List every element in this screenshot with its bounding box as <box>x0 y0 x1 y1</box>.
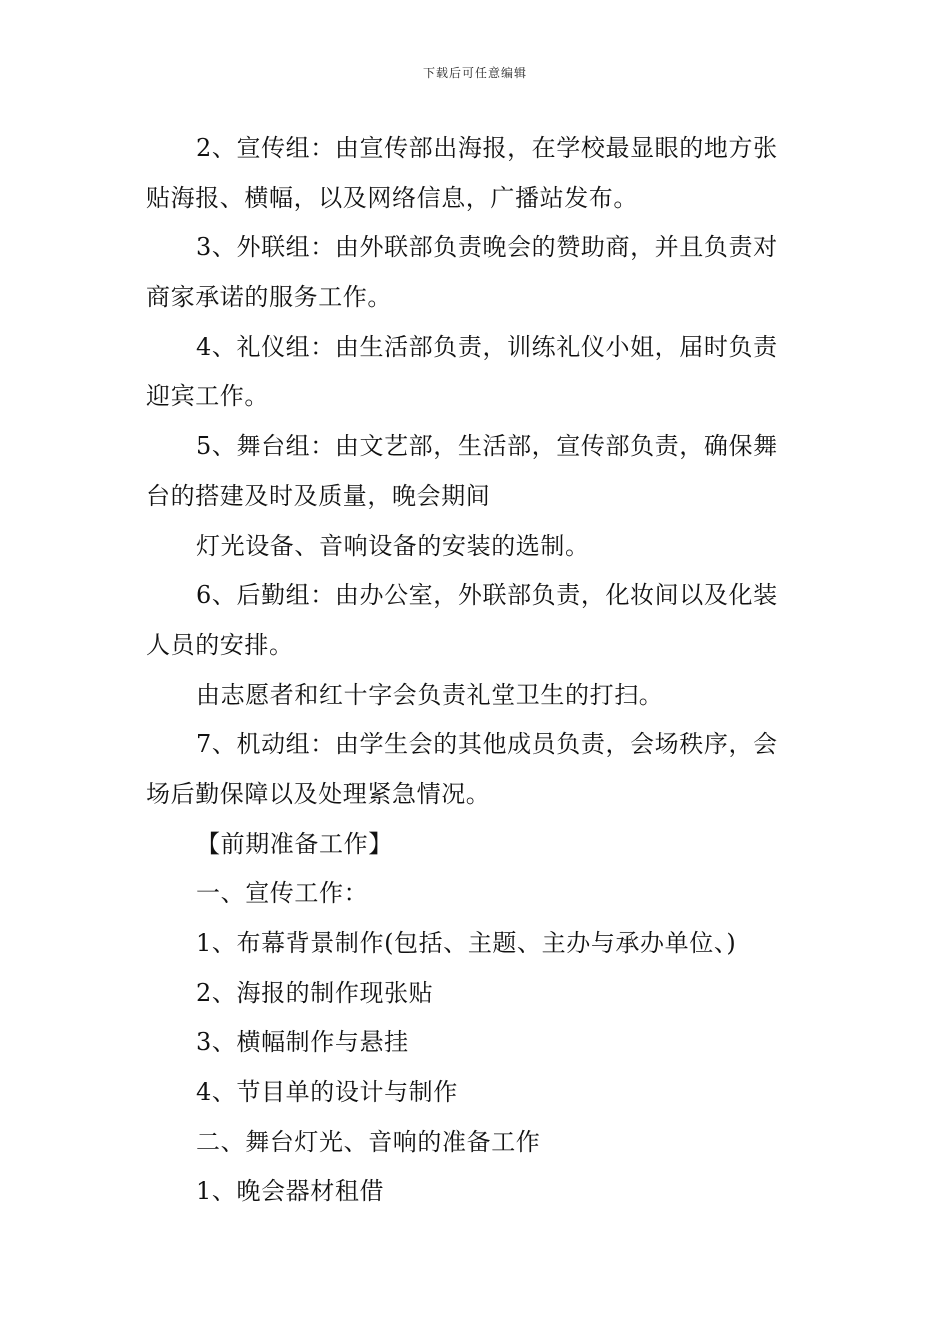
list-item: 1、布幕背景制作(包括、主题、主办与承办单位、) <box>196 929 737 957</box>
text-line: 场后勤保障以及处理紧急情况。 <box>146 779 491 808</box>
section-heading: 【前期准备工作】 <box>196 829 393 858</box>
text-line: 人员的安排。 <box>146 630 294 659</box>
document-body <box>146 124 810 1217</box>
text-line: 台的搭建及时及质量，晚会期间 <box>146 481 491 510</box>
text-line: 2、宣传组：由宣传部出海报，在学校最显眼的地方张 <box>196 134 778 162</box>
text-line: 商家承诺的服务工作。 <box>146 283 392 312</box>
page-header: 下载后可任意编辑 <box>422 66 527 80</box>
list-item: 1、晚会器材租借 <box>196 1177 385 1206</box>
text-line: 迎宾工作。 <box>146 382 269 411</box>
text-line: 由志愿者和红十字会负责礼堂卫生的打扫。 <box>196 680 664 709</box>
text-line: 贴海报、横幅，以及网络信息，广播站发布。 <box>146 183 638 212</box>
text-line: 7、机动组：由学生会的其他成员负责，会场秩序，会 <box>196 730 778 759</box>
text-line: 5、舞台组：由文艺部，生活部，宣传部负责，确保舞 <box>196 432 778 461</box>
text-line: 灯光设备、音响设备的安装的选制。 <box>196 531 590 560</box>
text-line: 4、礼仪组：由生活部负责，训练礼仪小姐，届时负责 <box>196 332 778 361</box>
list-item: 4、节目单的设计与制作 <box>196 1078 458 1107</box>
text-line: 6、后勤组：由办公室，外联部负责，化妆间以及化装 <box>196 581 778 610</box>
section-heading: 二、舞台灯光、音响的准备工作 <box>196 1127 541 1156</box>
list-item: 2、海报的制作现张贴 <box>196 978 434 1007</box>
section-heading: 一、宣传工作： <box>196 879 369 908</box>
text-line: 3、外联组：由外联部负责晚会的赞助商，并且负责对 <box>196 233 778 262</box>
list-item: 3、横幅制作与悬挂 <box>196 1028 409 1057</box>
